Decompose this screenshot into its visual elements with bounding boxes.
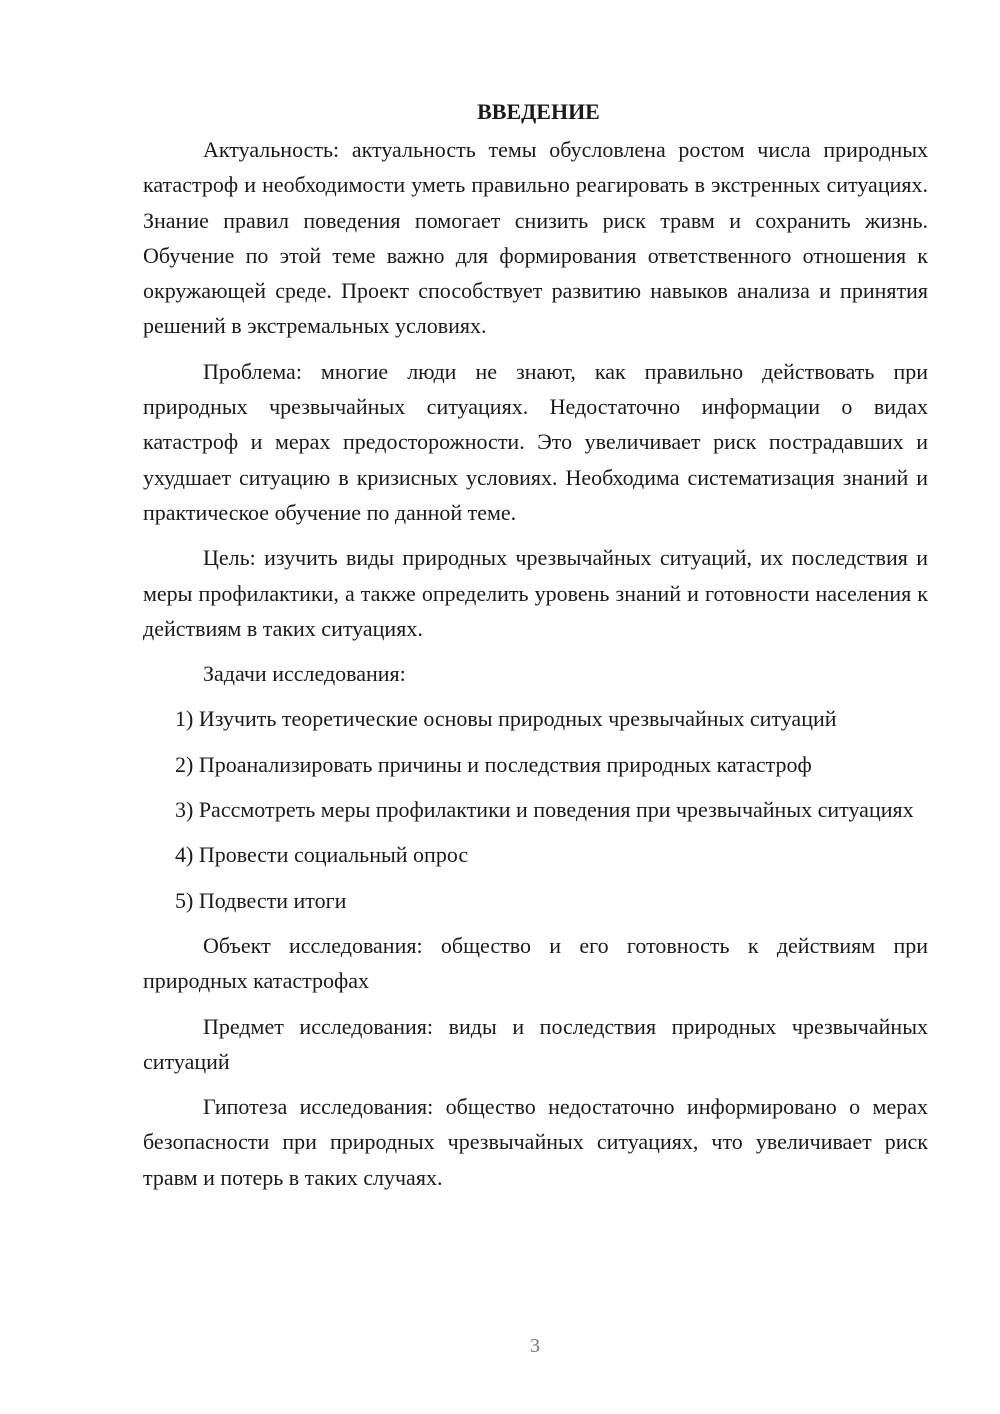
paragraph-problem: Проблема: многие люди не знают, как правильно действовать при природных чрезвычайных ситуациях. Недостаточно информации о видах катастроф и мерах предосторожности. Это увеличивает риск пострадавших и ухудшает ситуацию в кризисных условиях. Необходима систематизация знаний и практическое обучение по данной теме. [143, 358, 928, 525]
task-item-1: 1) Изучить теоретические основы природных чрезвычайных ситуаций [175, 706, 837, 732]
page-content [143, 94, 928, 1205]
paragraph-object: Объект исследования: общество и его готовность к действиям при природных катастрофах [143, 932, 928, 994]
task-item-2: 2) Проанализировать причины и последствия природных катастроф [175, 751, 812, 777]
page-title: ВВЕДЕНИЕ [477, 99, 600, 124]
task-item-5: 5) Подвести итоги [175, 887, 347, 913]
paragraph-subject: Предмет исследования: виды и последствия природных чрезвычайных ситуаций [143, 1013, 928, 1074]
paragraph-relevance: Актуальность: актуальность темы обусловлена ростом числа природных катастроф и необходимости уметь правильно реагировать в экстренных ситуациях. Знание правил поведения помогает снизить риск травм и сохранить жизнь. Обучение по этой теме важно для формирования ответственного отношения к окружающей среде. Проект способствует развитию навыков анализа и принятия решений в экстремальных условиях. [143, 137, 928, 339]
task-item-4: 4) Провести социальный опрос [175, 842, 469, 868]
page-number: 3 [530, 1335, 540, 1357]
paragraph-tasks-heading: Задачи исследования: [203, 661, 406, 687]
task-item-3: 3) Рассмотреть меры профилактики и поведения при чрезвычайных ситуациях [175, 797, 914, 823]
paragraph-hypothesis: Гипотеза исследования: общество недостаточно информировано о мерах безопасности при природных чрезвычайных ситуациях, что увеличивает риск травм и потерь в таких случаях. [143, 1094, 928, 1190]
paragraph-goal: Цель: изучить виды природных чрезвычайных ситуаций, их последствия и меры профилактики, а также определить уровень знаний и готовности населения к действиям в таких ситуациях. [143, 545, 928, 641]
